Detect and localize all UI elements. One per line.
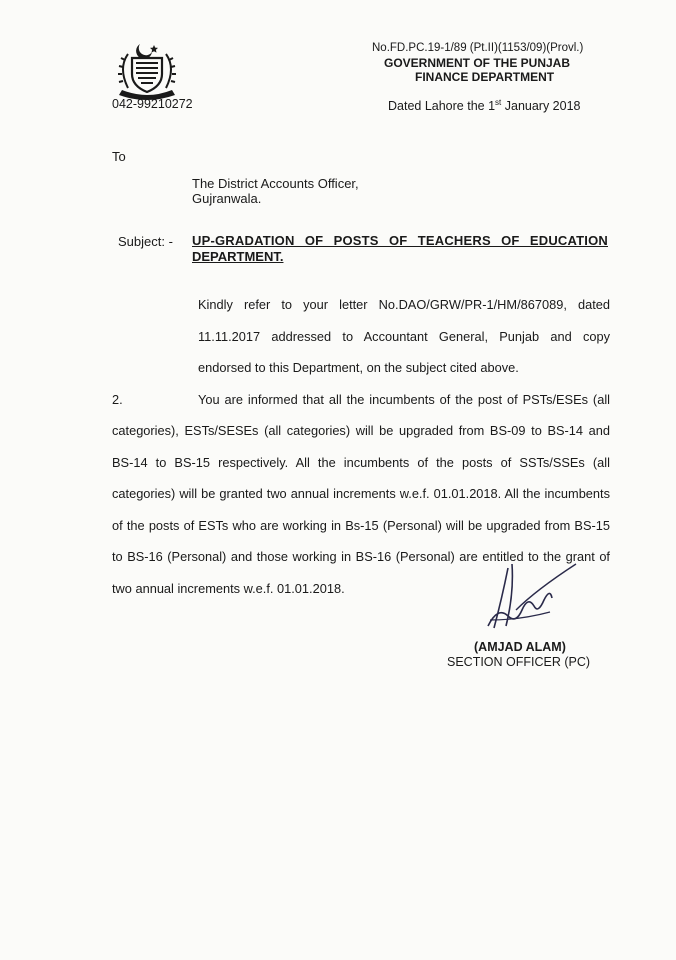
dated-line (388, 99, 581, 113)
paragraph-1: Kindly refer to your letter No.DAO/GRW/PR-1/HM/867089, dated 11.11.2017 addressed to Accountant General, Punjab and copy endorsed to this Department, on the subject cited above. (198, 297, 610, 375)
to-label: To (112, 149, 126, 164)
subject-line2: DEPARTMENT. (192, 249, 284, 264)
addressee-line2: Gujranwala. (192, 191, 262, 206)
government-heading: GOVERNMENT OF THE PUNJAB (384, 56, 571, 70)
signatory-name: (AMJAD ALAM) (474, 640, 566, 654)
signatory-title: SECTION OFFICER (PC) (447, 655, 591, 669)
reference-number: No.FD.PC.19-1/89 (Pt.II)(1153/09)(Provl.) (372, 42, 584, 54)
subject-line1: UP-GRADATION OF POSTS OF TEACHERS OF EDUCATION (192, 233, 608, 248)
punjab-emblem-icon (110, 40, 184, 100)
dated-prefix: Dated Lahore the 1 (388, 99, 496, 113)
paragraph-2-text: You are informed that all the incumbents of the post of PSTs/ESEs (all categories), ESTs/SESEs (all categories) will be upgraded from BS-09 to BS-14 and BS-14 to BS-15 respectively. All the incumbents of the posts of SSTs/SSEs (all categories) will be granted two annual increments w.e.f. 01.01.2018. All the incumbents of the posts of ESTs who are working in Bs-15 (Personal) will be upgraded from BS-15 to BS-16 (Personal) and those working in BS-16 (Personal) are entitled to the grant of two annual increments w.e.f. 01.01.2018. (112, 391, 610, 596)
dated-ordinal: st (495, 97, 502, 107)
paragraph-2-number: 2. (112, 391, 123, 407)
subject-label: Subject: - (118, 234, 173, 249)
dated-suffix: January 2018 (501, 99, 581, 113)
signature-icon (468, 560, 588, 640)
phone-number: 042-99210272 (112, 97, 193, 111)
addressee-line1: The District Accounts Officer, (192, 176, 359, 191)
letter-body (112, 289, 610, 604)
department-heading: FINANCE DEPARTMENT (415, 70, 555, 84)
